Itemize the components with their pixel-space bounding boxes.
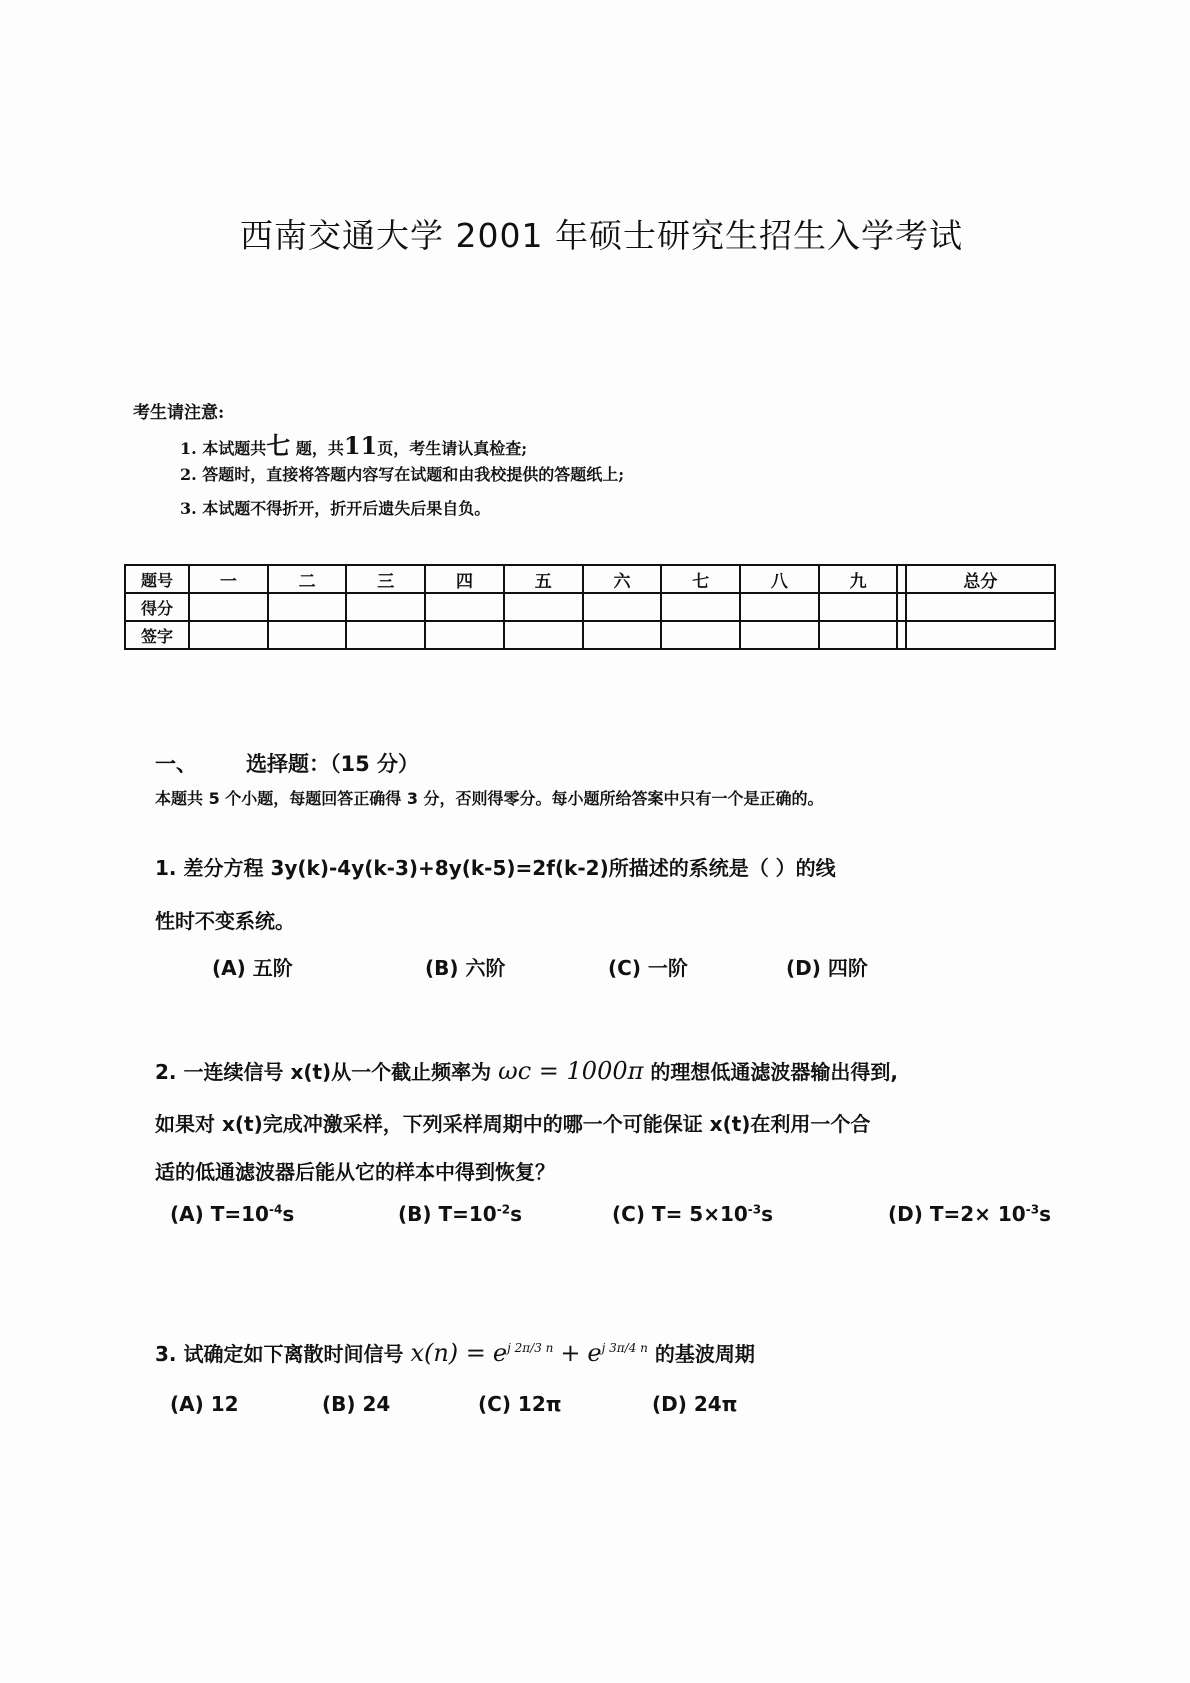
section-description: 本题共 5 个小题，每题回答正确得 3 分，否则得零分。每小题所给答案中只有一个是正确的。 xyxy=(155,789,824,808)
signature-cell xyxy=(346,621,425,649)
signature-cell xyxy=(189,621,268,649)
column-header: 四 xyxy=(425,565,504,593)
question-2-option-b: (B) $T=10^{-2}s$ xyxy=(398,1202,522,1226)
score-cell xyxy=(740,593,819,621)
signature-cell xyxy=(504,621,583,649)
page-title: 西南交通大学 2001 年硕士研究生招生入学考试 xyxy=(240,216,963,255)
notice-item-1: 1. 本试题共七 题，共11页，考生请认真检查; xyxy=(180,431,528,460)
signal-term-1: $e^{j 2\pi/3 n}$ xyxy=(492,1339,554,1367)
signature-cell xyxy=(268,621,347,649)
score-cell xyxy=(189,593,268,621)
signature-cell xyxy=(661,621,740,649)
score-cell xyxy=(897,593,905,621)
column-header: 五 xyxy=(504,565,583,593)
column-header: 八 xyxy=(740,565,819,593)
section-number: 一、 xyxy=(155,752,197,776)
question-1-option-b: (B) 六阶 xyxy=(425,956,506,980)
question-1-line-1: 1. 差分方程 3y(k)-4y(k-3)+8y(k-5)=2f(k-2)所描述的系统是（ ）的线 xyxy=(155,856,836,880)
notice-item-3: 3. 本试题不得折开，折开后遗失后果自负。 xyxy=(180,499,491,518)
section-title: 选择题：（15 分） xyxy=(246,752,420,776)
question-3-option-a: (A) 12 xyxy=(170,1392,239,1416)
signal-term-2: $e^{j 3\pi/4 n}$ xyxy=(587,1339,648,1367)
column-header: 二 xyxy=(268,565,347,593)
score-cell xyxy=(583,593,662,621)
column-header: 三 xyxy=(346,565,425,593)
question-2-option-a: (A) $T=10^{-4}s$ xyxy=(170,1202,295,1226)
column-header: 总分 xyxy=(906,565,1055,593)
row-label: 题号 xyxy=(125,565,189,593)
signal-formula-lhs: x(n) = xyxy=(410,1339,486,1367)
row-label: 签字 xyxy=(125,621,189,649)
question-1-option-a: (A) 五阶 xyxy=(212,956,293,980)
question-1-option-c: (C) 一阶 xyxy=(608,956,688,980)
question-2-line-2: 如果对 x(t)完成冲激采样，下列采样周期中的哪一个可能保证 x(t)在利用一个合 xyxy=(155,1112,871,1136)
question-2-option-c: (C) $T= 5\times 10^{-3}s$ xyxy=(612,1202,774,1226)
score-cell xyxy=(268,593,347,621)
score-table-row xyxy=(125,593,1055,621)
question-3-line: 3. 试确定如下离散时间信号 $x(n) = e^{j 2\pi/3 n} + e^{j 3\pi/4 n}$ 的基波周期 xyxy=(155,1339,755,1367)
column-header xyxy=(897,565,905,593)
question-1-line-2: 性时不变系统。 xyxy=(155,909,295,933)
score-cell xyxy=(661,593,740,621)
signature-table-row xyxy=(125,621,1055,649)
score-cell xyxy=(425,593,504,621)
notice-heading: 考生请注意: xyxy=(133,403,225,423)
signature-cell xyxy=(819,621,898,649)
signature-cell xyxy=(897,621,905,649)
cutoff-frequency-formula: ωc = 1000π xyxy=(498,1057,644,1085)
score-table-header-row xyxy=(125,565,1055,593)
column-header: 七 xyxy=(661,565,740,593)
question-2-line-1: 2. 一连续信号 x(t)从一个截止频率为 ωc = 1000π 的理想低通滤波器输出得到, xyxy=(155,1057,898,1085)
column-header: 六 xyxy=(583,565,662,593)
question-3-option-d: (D) 24π xyxy=(652,1392,738,1416)
row-label: 得分 xyxy=(125,593,189,621)
question-2-line-3: 适的低通滤波器后能从它的样本中得到恢复？ xyxy=(155,1160,555,1184)
score-cell xyxy=(346,593,425,621)
signature-cell xyxy=(740,621,819,649)
question-2-option-d: (D) $T=2\times 10^{-3}s$ xyxy=(888,1202,1051,1226)
signature-cell xyxy=(425,621,504,649)
score-table xyxy=(124,564,1056,650)
question-1-option-d: (D) 四阶 xyxy=(786,956,868,980)
question-3-option-c: (C) 12π xyxy=(478,1392,562,1416)
score-cell xyxy=(819,593,898,621)
score-cell xyxy=(906,593,1055,621)
signature-cell xyxy=(906,621,1055,649)
score-cell xyxy=(504,593,583,621)
column-header: 九 xyxy=(819,565,898,593)
notice-item-2: 2. 答题时，直接将答题内容写在试题和由我校提供的答题纸上; xyxy=(180,465,625,484)
signature-cell xyxy=(583,621,662,649)
question-3-option-b: (B) 24 xyxy=(322,1392,391,1416)
column-header: 一 xyxy=(189,565,268,593)
